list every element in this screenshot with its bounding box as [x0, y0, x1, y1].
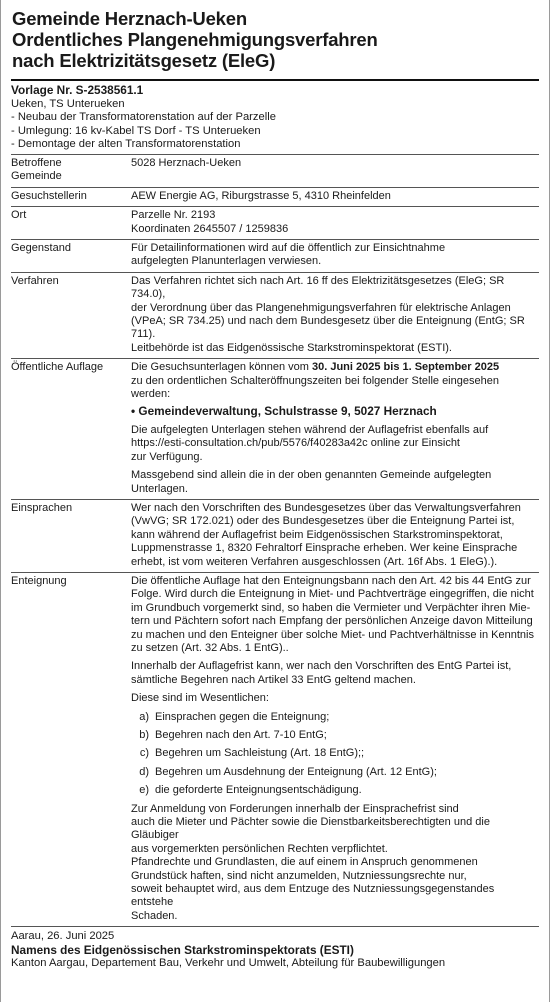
- list-text: Begehren um Sachleistung (Art. 18 EntG);;: [155, 747, 365, 760]
- title-municipality: Gemeinde Herznach-Ueken: [12, 8, 247, 29]
- list-item: [131, 747, 539, 760]
- claims-list: [131, 711, 539, 798]
- list-marker: d): [139, 765, 149, 778]
- enteignung-paragraph-1: [131, 575, 539, 655]
- text-line: Innerhalb der Auflagefrist kann, wer nach den Vorschriften des EntG Partei ist,: [131, 660, 512, 673]
- title-procedure: Ordentliches Plangenehmigungsverfahren: [12, 29, 378, 50]
- text-line: Leitbehörde ist das Eidgenössische Starkstrominspektorat (ESTI).: [131, 341, 452, 354]
- text-line: (VwVG; SR 172.021) oder des Bundesgesetzes über die Enteignung Partei ist,: [131, 515, 515, 528]
- row-gesuchstellerin: [11, 187, 539, 206]
- list-marker: e): [139, 784, 149, 797]
- list-item: [131, 784, 539, 797]
- text-line: kann während der Auflagefrist beim Eidgenössischen Starkstrominspektorat,: [131, 528, 503, 541]
- vorlage-number: Vorlage Nr. S-2538561.1: [11, 83, 144, 97]
- text-line: Wer nach den Vorschriften des Bundesgesetzes über das Verwaltungsverfahren: [131, 501, 521, 514]
- text-line: im Grundbuch vorgemerkt sind, so haben die Vermieter und Verpächter ihren Mie-: [131, 601, 531, 614]
- row-gemeinde: [11, 154, 539, 187]
- row-label: Ort: [11, 207, 131, 240]
- massgebend-paragraph: [131, 469, 539, 496]
- intro-text: Die Gesuchsunterlagen können vom: [131, 361, 312, 374]
- list-marker: b): [139, 729, 149, 741]
- list-text: die geforderte Enteignungsentschädigung.: [155, 784, 362, 797]
- vorlage-line: - Demontage der alten Transformatorenstation: [11, 138, 241, 151]
- label-line: Gemeinde: [11, 170, 62, 183]
- list-item: [131, 729, 539, 742]
- place-date: Aarau, 26. Juni 2025: [11, 930, 115, 943]
- text-line: Schaden.: [131, 909, 178, 922]
- issuing-authority: Namens des Eidgenössischen Starkstrominspektorats (ESTI): [11, 942, 354, 957]
- location-bullet: • Gemeindeverwaltung, Schulstrasse 9, 5027 Herznach: [131, 404, 437, 419]
- row-ort: [11, 207, 539, 240]
- text-line: zur Verfügung.: [131, 450, 203, 463]
- text-line: (VPeA; SR 734.25) und nach dem Bundesgesetz über die Enteignung (EntG; SR 711).: [131, 315, 525, 341]
- auflage-dates: 30. Juni 2025 bis 1. September 2025: [312, 361, 500, 374]
- text-line: der Verordnung über das Plangenehmigungsverfahren für elektrische Anlagen: [131, 301, 511, 314]
- issuing-department: Kanton Aargau, Departement Bau, Verkehr und Umwelt, Abteilung für Baubewilligungen: [11, 957, 446, 970]
- row-label: Gegenstand: [11, 240, 131, 273]
- title-law: nach Elektrizitätsgesetz (EleG): [12, 50, 276, 71]
- coordinates: Koordinaten 2645507 / 1259836: [131, 222, 289, 235]
- row-label: Enteignung: [11, 572, 131, 926]
- vorlage-block: [11, 81, 539, 154]
- list-marker: a): [139, 710, 149, 723]
- vorlage-line: Ueken, TS Unterueken: [11, 97, 125, 110]
- row-gegenstand: [11, 240, 539, 273]
- row-value: [131, 359, 539, 500]
- text-line: Das Verfahren richtet sich nach Art. 16 ff des Elektrizitätsgesetzes (EleG; SR 734.0),: [131, 274, 505, 301]
- auflage-intro: [131, 361, 539, 374]
- text-line: Grundstück haften, sind nicht anzumelden, Nutzniessungsrechte nur,: [131, 869, 467, 882]
- vorlage-line: - Neubau der Transformatorenstation auf der Parzelle: [11, 111, 276, 124]
- list-text: Begehren um Ausdehnung der Enteignung (Art. 12 EntG);: [155, 765, 437, 778]
- row-label: Einsprachen: [11, 499, 131, 572]
- notice-title: [11, 8, 539, 71]
- text-line: Die öffentliche Auflage hat den Enteignungsbann nach den Art. 42 bis 44 EntG zur: [131, 574, 531, 587]
- text-line: sämtliche Begehren nach Artikel 33 EntG geltend machen.: [131, 673, 416, 686]
- row-value: [131, 499, 539, 572]
- list-item: [131, 711, 539, 724]
- parcel-number: Parzelle Nr. 2193: [131, 209, 216, 222]
- text-line: Pfandrechte und Grundlasten, die auf einem in Anspruch genommenen: [131, 856, 478, 869]
- text-line: Unterlagen.: [131, 482, 188, 495]
- text-line: Massgebend sind allein die in der oben genannten Gemeinde aufgelegten: [131, 469, 492, 482]
- text-line: Luppmenstrasse 1, 8320 Fehraltorf Einsprache erheben. Wer keine Einsprache: [131, 542, 518, 555]
- text-line: zu den ordentlichen Schalteröffnungszeiten bei folgender Stelle eingesehen werden:: [131, 374, 499, 401]
- text-line: zu setzen (Art. 32 Abs. 1 EntG)..: [131, 641, 289, 654]
- list-item: [131, 766, 539, 779]
- row-value: [131, 572, 539, 926]
- row-auflage: [11, 359, 539, 500]
- row-value: 5028 Herznach-Ueken: [131, 154, 539, 187]
- text-line: soweit behauptet wird, aus dem Entzuge des Nutzniessungsgegenstandes entstehe: [131, 883, 495, 909]
- text-line: zu machen und den Enteigner über solche Miet- und Pachtverhältnisse in Kenntnis: [131, 628, 534, 641]
- text-line: Zur Anmeldung von Forderungen innerhalb der Einsprachefrist sind: [131, 802, 459, 815]
- enteignung-paragraph-3: [131, 803, 539, 924]
- text-line: tern und Pächtern sofort nach Empfang der persönlichen Anzeige davon Mitteilung: [131, 615, 533, 628]
- row-enteignung: [11, 572, 539, 926]
- text-line: erhebt, ist vom weiteren Verfahren ausgeschlossen (Art. 16f Abs. 1 EleG).).: [131, 555, 498, 568]
- notice-table: [11, 154, 539, 926]
- enteignung-paragraph-2: [131, 660, 539, 687]
- label-line: Betroffene: [11, 156, 62, 169]
- consultation-link[interactable]: https://esti-consultation.ch/pub/5576/f40283a42c online zur Einsicht: [131, 437, 460, 450]
- row-value: [131, 207, 539, 240]
- row-value: [131, 240, 539, 273]
- row-label: Verfahren: [11, 272, 131, 358]
- list-text: Einsprachen gegen die Enteignung;: [155, 710, 330, 723]
- vorlage-line: - Umlegung: 16 kv-Kabel TS Dorf - TS Unterueken: [11, 124, 261, 137]
- online-paragraph: [131, 424, 539, 464]
- row-value: AEW Energie AG, Riburgstrasse 5, 4310 Rheinfelden: [131, 187, 539, 206]
- row-label: [11, 154, 131, 187]
- row-value: [131, 272, 539, 358]
- row-label: Öffentliche Auflage: [11, 359, 131, 500]
- list-marker: c): [139, 747, 149, 760]
- row-einsprachen: [11, 499, 539, 572]
- list-text: Begehren nach den Art. 7-10 EntG;: [155, 729, 327, 741]
- text-line: auch die Mieter und Pächter sowie die Dienstbarkeitsberechtigten und die Gläubiger: [131, 816, 490, 842]
- list-intro: Diese sind im Wesentlichen:: [131, 692, 269, 705]
- text-line: Die aufgelegten Unterlagen stehen während der Auflagefrist ebenfalls auf: [131, 423, 489, 436]
- text-line: aufgelegten Planunterlagen verwiesen.: [131, 255, 322, 268]
- text-line: Folge. Wird durch die Enteignung in Miet- und Pachtverträge eingegriffen, die nicht: [131, 588, 534, 601]
- row-verfahren: [11, 272, 539, 358]
- text-line: aus vorgemerkten persönlichen Rechten verpflichtet.: [131, 842, 388, 855]
- notice-footer: [11, 926, 539, 971]
- row-label: Gesuchstellerin: [11, 187, 131, 206]
- text-line: Für Detailinformationen wird auf die öffentlich zur Einsichtnahme: [131, 242, 446, 254]
